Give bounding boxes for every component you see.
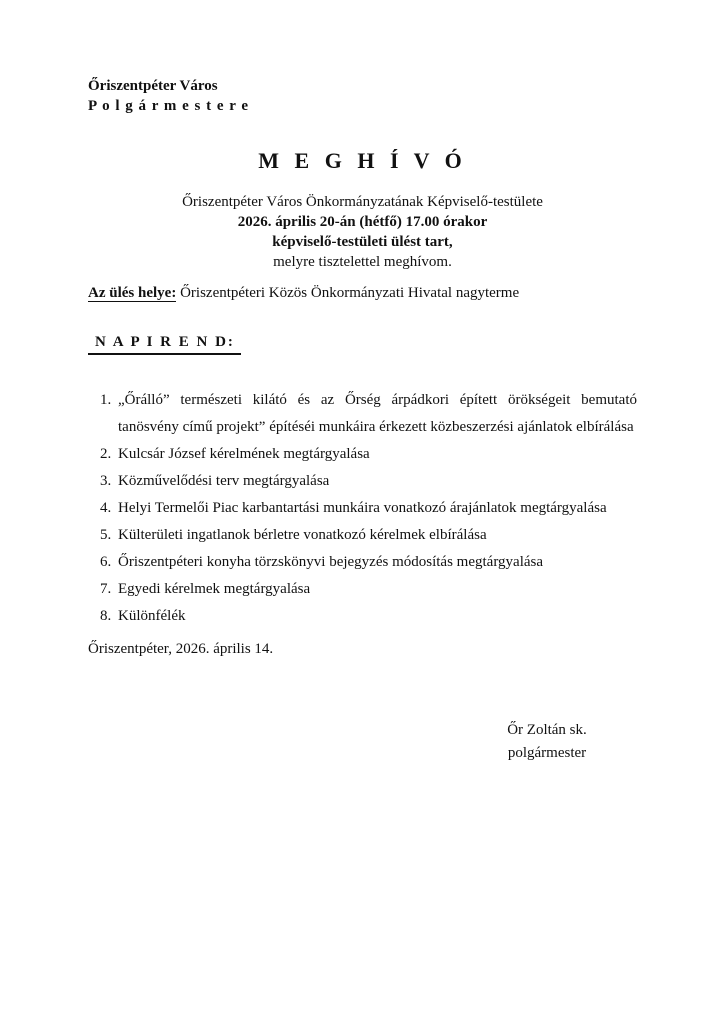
- agenda-item: 8. Különfélék: [115, 603, 637, 630]
- location-value: Őriszentpéteri Közös Önkormányzati Hivatal nagyterme: [176, 285, 520, 301]
- agenda-heading: N A P I R E N D:: [88, 332, 241, 355]
- intro-session: képviselő-testületi ülést tart,: [272, 234, 453, 250]
- intro-datetime: 2026. április 20-án (hétfő) 17.00 órakor: [237, 214, 488, 230]
- document-title: M E G H Í V Ó: [258, 148, 467, 173]
- agenda-item: 2. Kulcsár József kérelmének megtárgyalása: [115, 441, 637, 468]
- location-line: [88, 283, 637, 303]
- agenda-item: 6. Őriszentpéteri konyha törzskönyvi bejegyzés módosítás megtárgyalása: [115, 549, 637, 576]
- intro-invite: melyre tisztelettel meghívom.: [273, 254, 452, 270]
- signature-title: polgármester: [507, 745, 587, 761]
- intro-block: [88, 192, 637, 272]
- agenda-item: 1. „Őrálló” természeti kilátó és az Őrség árpádkori épített örökségeit bemutató tanösvény című projekt” építéséi munkáira érkezett közbeszerzési ajánlatok elbírálása: [115, 387, 637, 441]
- intro-body-name: Őriszentpéter Város Önkormányzatának Képviselő-testülete: [182, 194, 543, 210]
- agenda-item: 7. Egyedi kérelmek megtárgyalása: [115, 576, 637, 603]
- agenda-item: 3. Közművelődési terv megtárgyalása: [115, 468, 637, 495]
- sender-city: Őriszentpéter Város: [88, 78, 218, 94]
- signature-block: [466, 719, 628, 765]
- agenda-heading-wrap: [88, 332, 637, 355]
- sender-block: [88, 76, 637, 116]
- location-label: Az ülés helye:: [88, 285, 177, 301]
- agenda-item: 5. Külterületi ingatlanok bérletre vonatkozó kérelmek elbírálása: [115, 522, 637, 549]
- sender-office: P o l g á r m e s t e r e: [88, 98, 250, 114]
- agenda-item: 4. Helyi Termelői Piac karbantartási munkáira vonatkozó árajánlatok megtárgyalása: [115, 495, 637, 522]
- agenda-list: [88, 387, 637, 630]
- signature-name: Őr Zoltán sk.: [507, 722, 587, 738]
- date-line: Őriszentpéter, 2026. április 14.: [88, 641, 274, 657]
